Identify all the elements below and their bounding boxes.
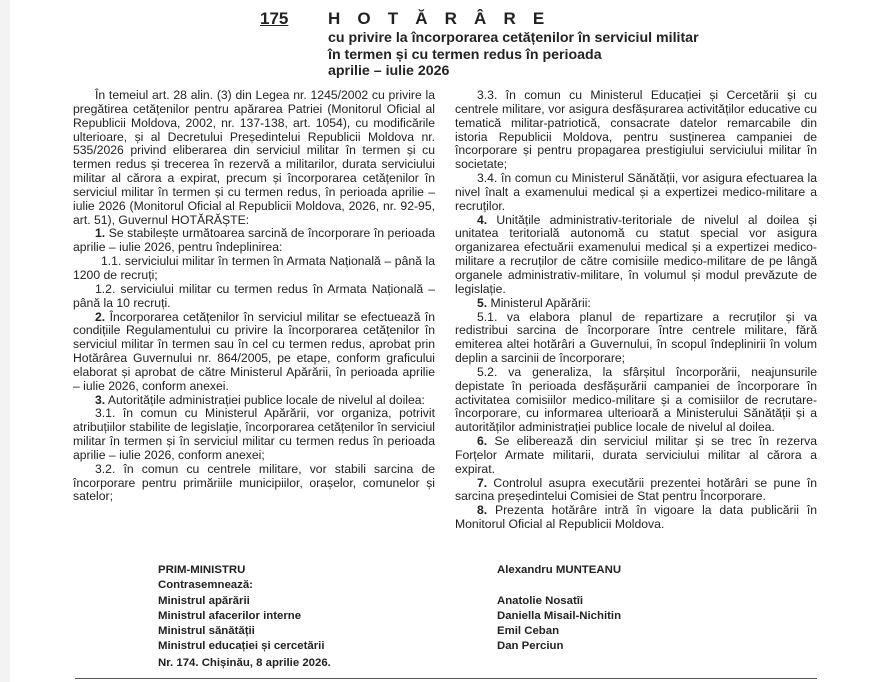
paragraph-text: 5.2. va generaliza, la sfârșitul încorporării, neajunsurile depistate în perioada desfășurării campaniei de încorporare în activitatea comisiilor medico-militare și a comisiilor de recrutare-încorporare, cu informarea ulterioară a Ministerului Sănătății și a autorităților administrației publice locale de nivelul al doilea.	[455, 364, 817, 435]
paragraph	[73, 394, 435, 408]
article-number: 8.	[477, 503, 488, 518]
paragraph	[455, 297, 817, 311]
paragraph	[455, 311, 817, 366]
document-subtitle	[328, 30, 798, 80]
signature-name: Alexandru MUNTEANU	[497, 564, 622, 576]
paragraph	[455, 504, 817, 532]
paragraph-text: Se stabilește următoarea sarcină de încorporare în perioada aprilie – iulie 2026, pentru îndeplinirea:	[73, 226, 435, 255]
document-footer-number: Nr. 174. Chișinău, 8 aprilie 2026.	[158, 657, 331, 669]
paragraph	[455, 435, 817, 477]
paragraph	[455, 172, 817, 214]
signature-title: Contrasemnează:	[158, 579, 253, 592]
paragraph	[455, 89, 817, 172]
signatories-titles	[158, 563, 325, 655]
subtitle-line: aprilie – iulie 2026	[328, 63, 450, 79]
paragraph	[73, 463, 435, 505]
paragraph	[455, 366, 817, 435]
paragraph-text: 5.1. va elabora planul de repartizare a recruților și va redistribui sarcina de încorporare între centrele militare, fără emiterea altei hotărâri a Guvernului, în scopul îndeplinirii în volum deplin a sarcinii de încorporare;	[455, 309, 817, 366]
bottom-divider	[75, 678, 817, 679]
article-number: 1.	[95, 226, 106, 241]
paragraph-text: În temeiul art. 28 alin. (3) din Legea nr. 1245/2002 cu privire la pregătirea cetățenilor pentru apărarea Patriei (Monitorul Oficial al Republicii Moldova, 2002, nr. 137-138, art. 1054), cu modificările ulterioare, și al Decretului Președintelui Republicii Moldova nr. 535/2026 privind eliberarea din serviciul militar în termen și cu termen redus și trecerea în rezervă a militarilor, durata serviciului militar al cărora a expirat, precum și încorporarea cetățenilor în serviciul militar în termen și cu termen redus, în perioada aprilie – iulie 2026 (Monitorul Oficial al Republicii Moldova, 2026, nr. 92-95, art. 51), Guvernul HOTĂRĂȘTE:	[73, 88, 435, 227]
article-number: 7.	[477, 475, 488, 490]
paragraph-text: Ministerul Apărării:	[487, 295, 591, 310]
paragraph-text: 1.2. serviciului militar cu termen redus în Armata Națională – până la 10 recruți.	[73, 281, 435, 310]
signature-title: Ministrul educației și cercetării	[158, 640, 325, 653]
signature-name: Emil Ceban	[497, 625, 560, 638]
document-type-title: H O T Ă R Â R E	[328, 9, 551, 28]
signature-title: Ministrul afacerilor interne	[158, 609, 302, 622]
paragraph	[455, 477, 817, 505]
paragraph	[73, 311, 435, 394]
paragraph-text: 3.2. în comun cu centrele militare, vor stabili sarcina de încorporare pentru primăriile municipiilor, orașelor, comunelor și satelor;	[73, 461, 435, 504]
article-number: 6.	[477, 434, 488, 449]
article-number: 5.	[477, 295, 488, 310]
paragraph	[73, 283, 435, 311]
article-number: 4.	[477, 212, 488, 227]
paragraph-text: Controlul asupra executării prezentei hotărâri se pune în sarcina președintelui Comisiei de Stat pentru Încorporare.	[455, 475, 817, 504]
right-column	[455, 89, 817, 532]
paragraph-text: Încorporarea cetățenilor în serviciul militar se efectuează în condițiile Regulamentului cu privire la încorporarea cetățenilor în serviciul militar în termen sau în cel cu termen redus, aprobat prin Hotărârea Guvernului nr. 864/2005, pe etape, conform graficului elaborat și aprobat de către Ministerul Apărării, în perioada aprilie – iulie 2026, conform anexei.	[73, 309, 435, 393]
signature-name	[497, 578, 621, 593]
paragraph-text: 3.1. în comun cu Ministerul Apărării, vor organiza, potrivit atribuțiilor stabilite de legislație, încorporarea cetățenilor în serviciul militar în termen și în serviciul militar cu termen redus în perioada aprilie – iulie 2026, conform anexei;	[73, 406, 435, 462]
signatories-names	[497, 563, 621, 655]
paragraph	[73, 255, 435, 283]
subtitle-line: cu privire la încorporarea cetățenilor în serviciul militar	[328, 30, 699, 46]
signature-title: PRIM-MINISTRU	[158, 564, 246, 576]
signature-title: Ministrul sănătății	[158, 625, 255, 638]
paragraph-text: 1.1. serviciului militar în termen în Armata Națională – până la 1200 de recruți;	[73, 254, 435, 282]
signature-name: Anatolie Nosatîi	[497, 594, 584, 607]
article-number: 2.	[95, 309, 106, 324]
paragraph	[73, 407, 435, 462]
paragraph	[73, 89, 435, 227]
paragraph-text: 3.3. în comun cu Ministerul Educației și Cercetării și cu centrele militare, vor asigura desfășurarea activităților educative cu tematică militar-patriotică, consacrate datelor remarcabile din istoria Republicii Moldova, pentru susținerea campaniei de încorporare și pentru propagarea prestigiului serviciului militar în societate;	[455, 88, 817, 172]
subtitle-line: în termen și cu termen redus în perioada	[328, 46, 602, 63]
signature-title: Ministrul apărării	[158, 594, 250, 607]
signature-name: Daniella Misail-Nichitin	[497, 609, 622, 622]
paragraph-text: Unitățile administrativ-teritoriale de nivelul al doilea și unitatea teritorială autonomă cu statut special vor asigura organizarea efectuării examenului medical și a expertizei medico-militare a recruților de către comisiile medico-militare de pe lângă organele administrativ-militare, în volumul și modul prevăzute de legislație.	[455, 212, 817, 296]
paragraph-text: Prezenta hotărâre intră în vigoare la data publicării în Monitorul Oficial al Republicii Moldova.	[455, 503, 817, 532]
left-column	[73, 89, 435, 504]
article-number: 3.	[95, 392, 106, 407]
signature-name: Dan Perciun	[497, 640, 564, 653]
decision-number: 175	[260, 9, 289, 28]
paragraph-text: 3.4. în comun cu Ministerul Sănătății, vor asigura efectuarea la nivel înalt a examenului medical și a expertizei medico-militare a recruților.	[455, 171, 817, 213]
page-edge	[0, 0, 10, 682]
paragraph	[455, 214, 817, 297]
paragraph	[73, 227, 435, 255]
paragraph-text: Se eliberează din serviciul militar și se trec în rezerva Forțelor Armate militarii, durata serviciului militar al cărora a expirat.	[455, 434, 817, 476]
paragraph-text: Autoritățile administrației publice locale de nivelul al doilea:	[105, 392, 425, 407]
